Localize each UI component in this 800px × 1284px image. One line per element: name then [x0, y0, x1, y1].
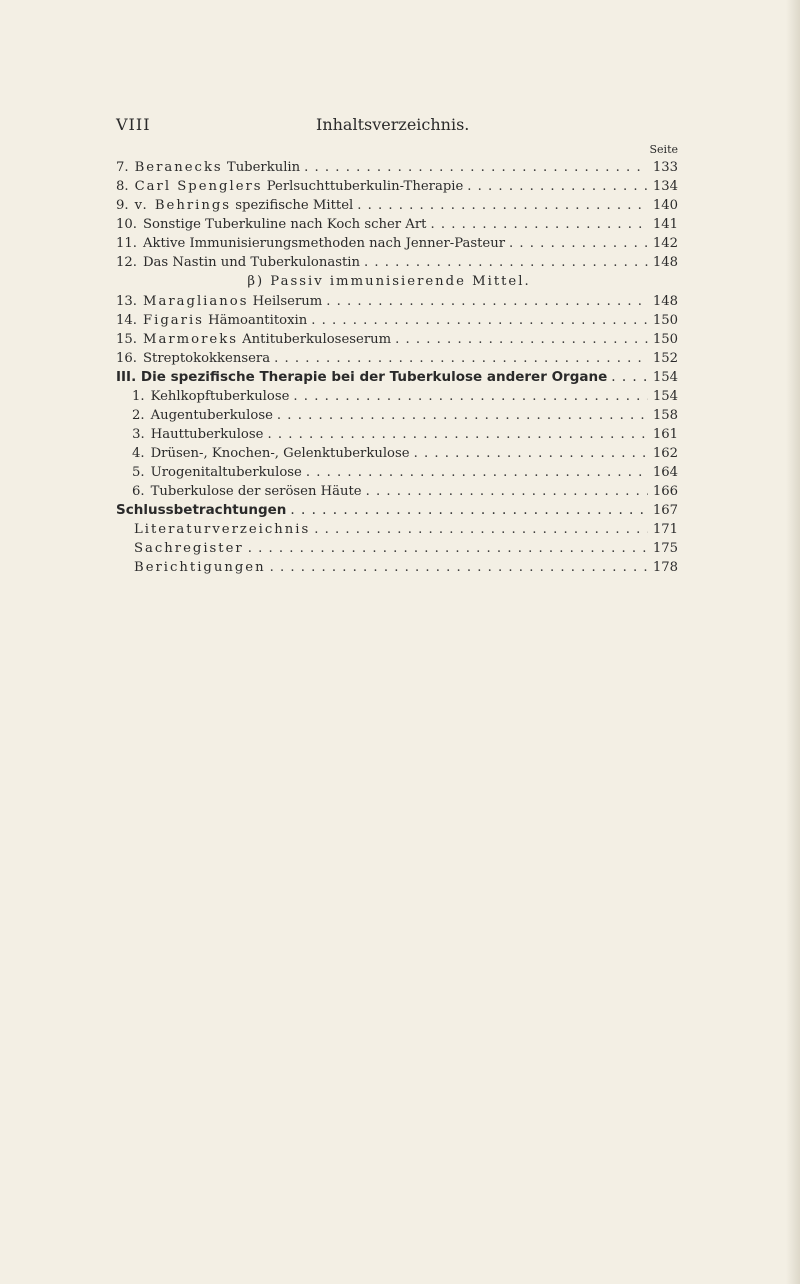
entry-number: 10. — [116, 217, 137, 232]
entry-title: Das Nastin und Tuberkulonastin — [142, 255, 360, 270]
entry-title: Drüsen-, Knochen-, Gelenktuberkulose — [150, 446, 410, 461]
toc-literaturverzeichnis[interactable] — [116, 520, 678, 539]
entry-number: 4. — [132, 446, 145, 461]
entry-number: 14. — [116, 313, 137, 328]
toc-entry-16[interactable] — [116, 349, 678, 368]
entry-title: Streptokokkensera — [142, 351, 271, 366]
entry-title: Augentuberkulose — [150, 408, 273, 423]
leader-dots — [430, 215, 648, 234]
entry-page: 171 — [652, 522, 678, 537]
section-label — [116, 368, 607, 387]
entry-title: Sachregister — [134, 541, 244, 556]
leader-dots — [290, 501, 648, 520]
entry-title: Tuberkulose der serösen Häute — [150, 484, 362, 499]
entry-page: 164 — [652, 465, 678, 480]
leader-dots — [357, 196, 648, 215]
entry-number: 3. — [132, 427, 145, 442]
toc-entry-10[interactable] — [116, 215, 678, 234]
entry-page: 150 — [652, 313, 678, 328]
leader-dots — [326, 292, 648, 311]
leader-dots — [366, 482, 648, 501]
entry-label — [135, 177, 464, 196]
author-name: v. Behrings — [134, 198, 232, 213]
entry-number: 11. — [116, 236, 137, 251]
author-name: Marmoreks — [142, 332, 238, 347]
entry-label — [135, 158, 301, 177]
entry-label — [143, 349, 270, 368]
toc-section-iii[interactable] — [116, 368, 678, 387]
entry-number: 8. — [116, 179, 129, 194]
entry-page: 148 — [652, 294, 678, 309]
entry-page: 154 — [652, 389, 678, 404]
leader-dots — [311, 311, 648, 330]
leader-dots — [270, 558, 648, 577]
entry-number: 16. — [116, 351, 137, 366]
entry-title: Tuberkulin — [222, 160, 301, 175]
entry-title: Urogenitaltuberkulose — [150, 465, 302, 480]
entry-title: Sonstige Tuberkuline nach Koch scher Art — [142, 217, 427, 232]
entry-title: Literaturverzeichnis — [134, 522, 311, 537]
toc-entry-iii-6[interactable] — [116, 482, 678, 501]
page-number-roman: VIII — [116, 115, 151, 134]
entry-page: 161 — [652, 427, 678, 442]
entry-number: 1. — [132, 389, 145, 404]
leader-dots — [306, 463, 648, 482]
leader-dots — [467, 177, 648, 196]
table-of-contents — [116, 158, 678, 577]
entry-label — [143, 215, 426, 234]
entry-page: 162 — [652, 446, 678, 461]
leader-dots — [277, 406, 648, 425]
entry-page: 158 — [652, 408, 678, 423]
page-header — [116, 115, 676, 139]
entry-page: 166 — [652, 484, 678, 499]
entry-title: Perlsuchttuberkulin-Therapie — [262, 179, 464, 194]
seite-column-label: Seite — [649, 143, 678, 156]
entry-page: 152 — [652, 351, 678, 366]
toc-entry-15[interactable] — [116, 330, 678, 349]
entry-number: 2. — [132, 408, 145, 423]
running-title: Inhaltsverzeichnis. — [316, 115, 470, 134]
leader-dots — [611, 368, 648, 387]
entry-page: 154 — [652, 370, 678, 385]
section-number: III. — [116, 369, 137, 385]
leader-dots — [414, 444, 648, 463]
author-name: Maraglianos — [142, 294, 249, 309]
leader-dots — [267, 425, 648, 444]
toc-entry-11[interactable] — [116, 234, 678, 253]
toc-schlussbetrachtungen[interactable] — [116, 501, 678, 520]
entry-page: 150 — [652, 332, 678, 347]
entry-title: Hämoantitoxin — [203, 313, 308, 328]
toc-sachregister[interactable] — [116, 539, 678, 558]
entry-label — [143, 292, 322, 311]
entry-title: Aktive Immunisierungsmethoden nach Jenner-Pasteur — [142, 236, 506, 251]
toc-entry-iii-5[interactable] — [116, 463, 678, 482]
entry-page: 141 — [652, 217, 678, 232]
toc-entry-iii-4[interactable] — [116, 444, 678, 463]
entry-title: Hauttuberkulose — [150, 427, 264, 442]
entry-page: 178 — [652, 560, 678, 575]
entry-number: 6. — [132, 484, 145, 499]
entry-label — [143, 311, 307, 330]
entry-label — [143, 234, 505, 253]
entry-page: 134 — [652, 179, 678, 194]
leader-dots — [364, 253, 648, 272]
entry-page: 167 — [652, 503, 678, 518]
author-name: Figaris — [142, 313, 204, 328]
section-title: Die spezifische Therapie bei der Tuberkulose anderer Organe — [140, 369, 608, 385]
entry-title: Berichtigungen — [134, 560, 266, 575]
toc-entry-7[interactable] — [116, 158, 678, 177]
entry-title: spezifische Mittel — [231, 198, 354, 213]
leader-dots — [509, 234, 648, 253]
toc-entry-8[interactable] — [116, 177, 678, 196]
entry-page: 142 — [652, 236, 678, 251]
toc-entry-12[interactable] — [116, 253, 678, 272]
entry-number: 9. — [116, 198, 129, 213]
leader-dots — [304, 158, 648, 177]
author-name: Beranecks — [134, 160, 223, 175]
entry-page: 140 — [652, 198, 678, 213]
toc-entry-14[interactable] — [116, 311, 678, 330]
entry-title: Kehlkopftuberkulose — [150, 389, 290, 404]
entry-page: 133 — [652, 160, 678, 175]
entry-number: 12. — [116, 255, 137, 270]
entry-title: Heilserum — [248, 294, 323, 309]
entry-page: 148 — [652, 255, 678, 270]
entry-number: 13. — [116, 294, 137, 309]
toc-entry-13[interactable] — [116, 292, 678, 311]
subsection-heading: β) Passiv immunisierende Mittel. — [247, 274, 531, 289]
leader-dots — [314, 520, 648, 539]
entry-number: 5. — [132, 465, 145, 480]
toc-entry-iii-1[interactable] — [116, 387, 678, 406]
entry-title: Antituberkuloseserum — [237, 332, 392, 347]
entry-number: 15. — [116, 332, 137, 347]
toc-berichtigungen[interactable] — [116, 558, 678, 577]
toc-entry-iii-2[interactable] — [116, 406, 678, 425]
page-edge-shading — [786, 0, 800, 1284]
leader-dots — [395, 330, 648, 349]
toc-entry-iii-3[interactable] — [116, 425, 678, 444]
toc-entry-9[interactable] — [116, 196, 678, 215]
leader-dots — [248, 539, 648, 558]
entry-label — [135, 196, 354, 215]
entry-page: 175 — [652, 541, 678, 556]
entry-label — [143, 330, 391, 349]
leader-dots — [293, 387, 648, 406]
section-title: Schlussbetrachtungen — [116, 502, 287, 518]
entry-label — [143, 253, 360, 272]
entry-number: 7. — [116, 160, 129, 175]
leader-dots — [274, 349, 648, 368]
author-name: Carl Spenglers — [134, 179, 263, 194]
